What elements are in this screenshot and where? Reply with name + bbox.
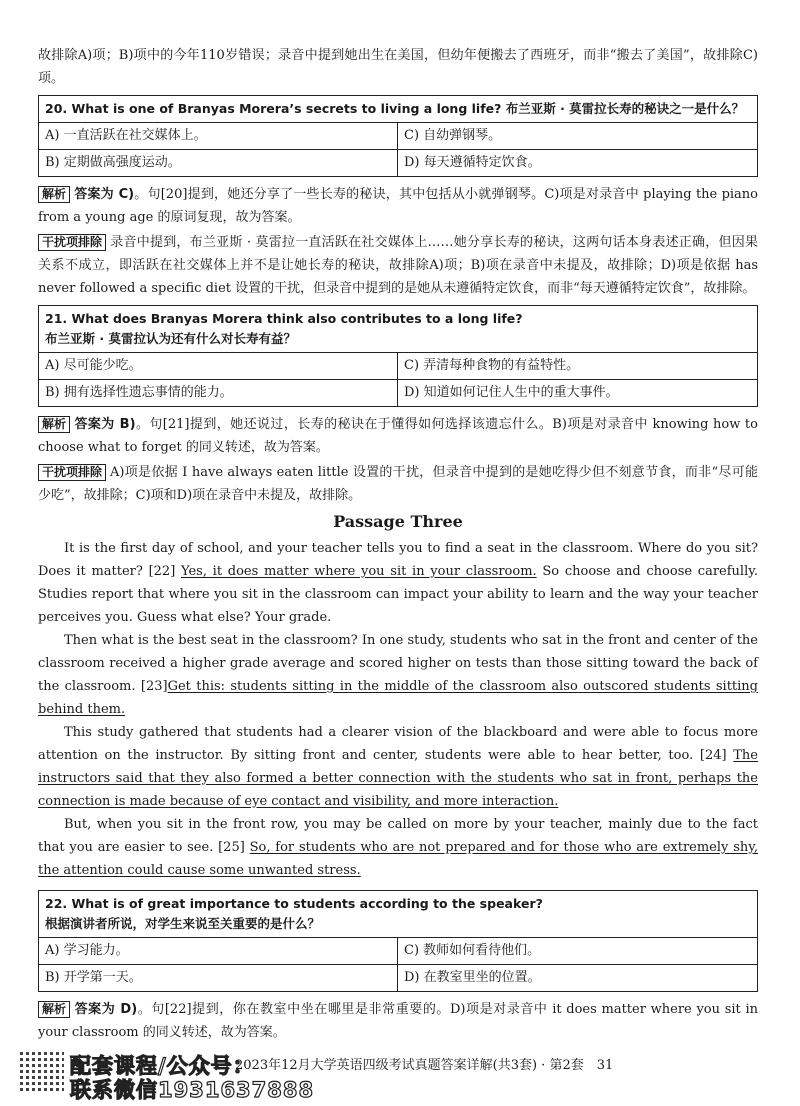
- passage-paragraph-1: [38, 537, 758, 629]
- qr-code-icon: [20, 1050, 64, 1094]
- q20-analysis: [38, 183, 758, 229]
- q20-distractor: [38, 231, 758, 300]
- p3-text-a: This study gathered that students had a clearer vision of the blackboard and were able to focus more attention on the instructor. By sitting front and center, students were able to hear better, too. [24]: [38, 725, 758, 763]
- question-20-head: 20. What is one of Branyas Morera’s secrets to living a long life? 布兰亚斯 · 莫雷拉长寿的秘诀之一是什么？: [39, 96, 757, 123]
- question-20-box: [38, 95, 758, 177]
- q20-analysis-text: 。句[20]提到，她还分享了一些长寿的秘诀，其中包括从小就弹钢琴。C)项是对录音中 playing the piano from a young age 的原词复现，故为答案。: [38, 187, 759, 225]
- passage-paragraph-2: [38, 629, 758, 721]
- q20-option-c: C) 自幼弹钢琴。: [398, 123, 757, 150]
- p3-underlined: The instructors said that they also formed a better connection with the students who sat in front, perhaps the connection is made because of eye contact and visibility, and more interaction.: [38, 748, 758, 809]
- q22-option-a: A) 学习能力。: [39, 938, 398, 965]
- page-content: [38, 44, 758, 1044]
- q22-analysis-text: 。句[22]提到，你在教室中坐在哪里是非常重要的。D)项是对录音中 it does matter where you sit in your classroom 的同义转述，故为答案。: [38, 1002, 758, 1040]
- q21-distractor: [38, 461, 758, 507]
- p1-underlined: Yes, it does matter where you sit in your classroom.: [181, 564, 537, 579]
- question-22-head-cn: 根据演讲者所说，对学生来说至关重要的是什么？: [45, 916, 321, 931]
- watermark-line-1: 配套课程/公众号：: [70, 1054, 255, 1078]
- question-21-box: [38, 305, 758, 407]
- passage-paragraph-4: [38, 813, 758, 882]
- q22-option-b: B) 开学第一天。: [39, 965, 398, 991]
- question-22-head-en: 22. What is of great importance to students according to the speaker?: [45, 896, 543, 911]
- q20-distractor-text: 录音中提到，布兰亚斯 · 莫雷拉一直活跃在社交媒体上……她分享长寿的秘诀，这两句话本身表述正确，但因果关系不成立，即活跃在社交媒体上并不是让她长寿的秘诀，故排除A)项；B)项在录音中未提及，故排除；D)项是依据 has never followed a specific diet 设置的干扰，但录音中提到的是她从未遵循特定饮食，而非“每天遵循特定饮食”，故排除。: [38, 235, 758, 296]
- p4-text-a: But, when you sit in the front row, you may be called on more by your teacher, mainly due to the fact that you are easier to see. [25]: [38, 817, 758, 855]
- question-21-head-cn: 布兰亚斯 · 莫雷拉认为还有什么对长寿有益？: [45, 331, 296, 346]
- q20-option-b: B) 定期做高强度运动。: [39, 150, 398, 176]
- distractor-tag: 干扰项排除: [38, 234, 106, 251]
- q22-option-c: C) 教师如何看待他们。: [398, 938, 757, 965]
- question-22-box: [38, 890, 758, 992]
- passage-paragraph-3: [38, 721, 758, 813]
- q21-distractor-text: A)项是依据 I have always eaten little 设置的干扰，但录音中提到的是她吃得少但不刻意节食，而非“尽可能少吃”，故排除；C)项和D)项在录音中未提及，故排除。: [38, 465, 758, 503]
- analysis-tag: 解析: [38, 1001, 70, 1018]
- q21-option-c: C) 弄清每种食物的有益特性。: [398, 353, 757, 380]
- q20-answer: 答案为 C): [74, 187, 135, 202]
- analysis-tag: 解析: [38, 186, 70, 203]
- q20-option-a: A) 一直活跃在社交媒体上。: [39, 123, 398, 150]
- question-21-head: [39, 306, 757, 353]
- q22-option-d: D) 在教室里坐的位置。: [404, 970, 541, 985]
- q22-answer: 答案为 D): [74, 1002, 138, 1017]
- question-21-head-en: 21. What does Branyas Morera think also contributes to a long life?: [45, 311, 523, 326]
- p1-text-a: It is the first day of school, and your teacher tells you to find a seat in the classroom. Where do you sit? Does it matter? [22]: [38, 541, 758, 579]
- question-22-head: [39, 891, 757, 938]
- q21-analysis-text: 。句[21]提到，她还说过，长寿的秘诀在于懂得如何选择该遗忘什么。B)项是对录音中 knowing how to choose what to forget 的同义转述，故为答案。: [38, 417, 758, 455]
- top-paragraph: 故排除A)项；B)项中的今年110岁错误；录音中提到她出生在美国，但幼年便搬去了西班牙，而非“搬去了美国”，故排除C)项。: [38, 48, 758, 86]
- q21-option-a: A) 尽可能少吃。: [39, 353, 398, 380]
- q21-option-d: D) 知道如何记住人生中的重大事件。: [404, 385, 619, 400]
- distractor-tag: 干扰项排除: [38, 464, 106, 481]
- q22-analysis: [38, 998, 758, 1044]
- q20-option-d: D) 每天遵循特定饮食。: [404, 155, 541, 170]
- p2-underlined: Get this: students sitting in the middle of the classroom also outscored students sitting behind them.: [38, 679, 758, 717]
- p1-text-b: So choose and choose carefully. Studies report that where you sit in the classroom can impact your ability to learn and the way your teacher perceives you. Guess what else? Your grade.: [38, 564, 758, 625]
- watermark-line-2: 联系微信1931637888: [70, 1078, 315, 1102]
- p4-underlined: So, for students who are not prepared and for those who are extremely shy, the attention could cause some unwanted stress.: [38, 840, 758, 878]
- q21-option-b: B) 拥有选择性遗忘事情的能力。: [39, 380, 398, 406]
- page-footer: [20, 1050, 780, 1102]
- footer-text: 2023年12月大学英语四级考试真题答案详解(共3套) · 第2套 31: [235, 1058, 614, 1073]
- passage-title: Passage Three: [333, 512, 463, 531]
- p2-text-a: Then what is the best seat in the classroom? In one study, students who sat in the front and center of the classroom received a higher grade average and scored higher on tests than those sitting toward the back of the classroom. [23]: [38, 633, 758, 694]
- analysis-tag: 解析: [38, 416, 70, 433]
- q21-answer: 答案为 B): [74, 417, 136, 432]
- q21-analysis: [38, 413, 758, 459]
